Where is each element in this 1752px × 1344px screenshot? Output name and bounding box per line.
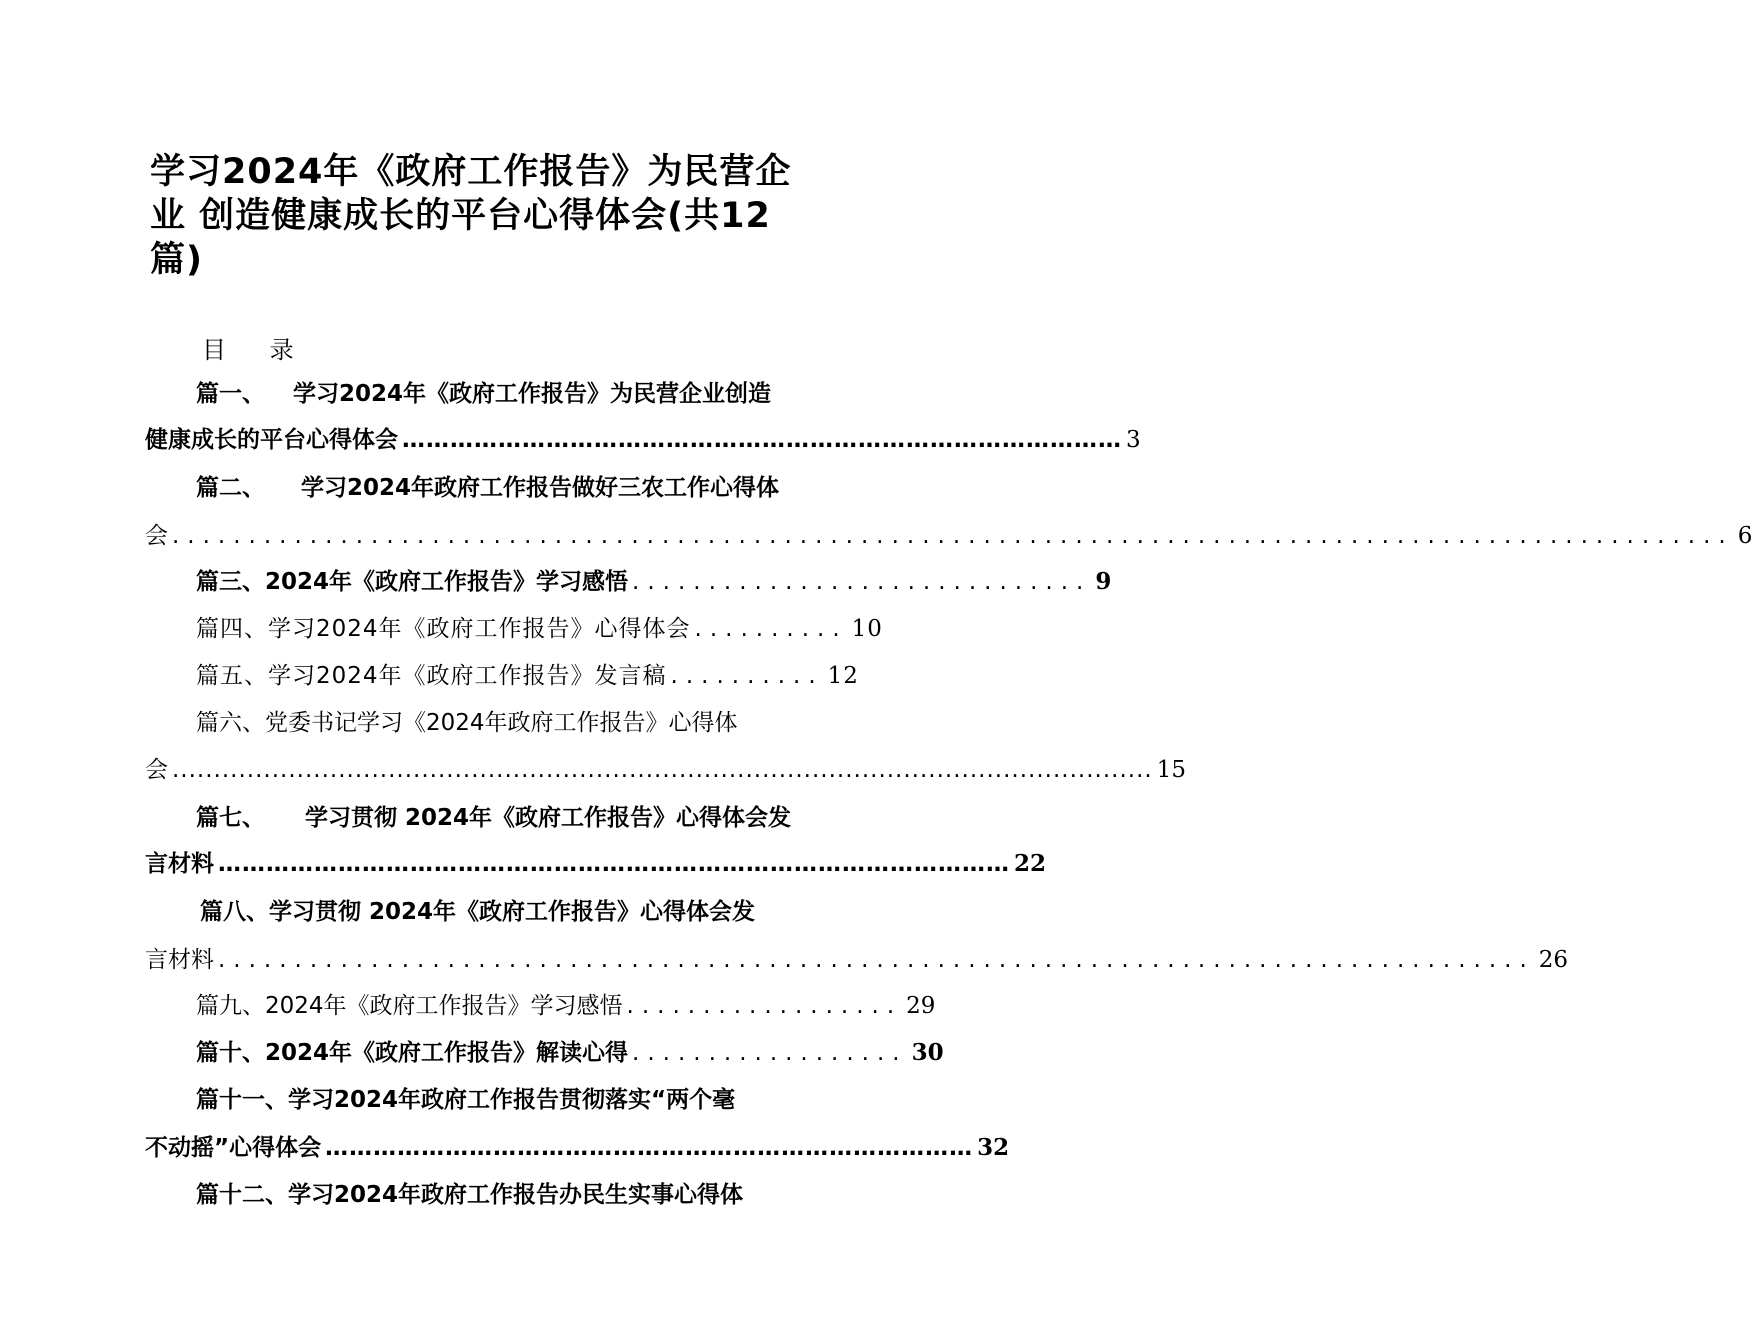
- toc-entry-text: 学习2024年政府工作报告办民生实事心得体: [288, 1182, 744, 1208]
- toc-entry-label: 篇五、: [196, 663, 268, 689]
- title-line-2: 业 创造健康成长的平台心得体会(共12: [150, 196, 771, 236]
- toc-entry-text: 不动摇”心得体会: [145, 1135, 322, 1161]
- toc-entry-3[interactable]: [196, 564, 1112, 600]
- toc-entry-6-line-2[interactable]: [145, 752, 1186, 788]
- toc-entry-text: 言材料: [145, 947, 214, 973]
- title-line-3: 篇): [150, 240, 203, 280]
- toc-page-number: 26: [1538, 947, 1569, 973]
- toc-entry-text: 学习2024年《政府工作报告》心得体会: [268, 616, 691, 642]
- toc-leader-dots: ......................................................................................................................: [172, 757, 1153, 783]
- toc-entry-10[interactable]: [196, 1035, 944, 1071]
- toc-entry-11-line-2[interactable]: [145, 1130, 1010, 1166]
- toc-entry-label: 篇三、: [196, 569, 265, 595]
- toc-entry-text: 2024年《政府工作报告》学习感悟: [265, 993, 623, 1019]
- toc-entry-label: 篇十二、: [196, 1182, 288, 1208]
- toc-entry-label: 篇六、: [196, 710, 265, 736]
- toc-entry-label: 篇七、: [196, 805, 265, 831]
- toc-entry-2-line-2[interactable]: [145, 518, 1752, 554]
- toc-entry-text: 2024年《政府工作报告》解读心得: [265, 1040, 629, 1066]
- toc-entry-2-line-1[interactable]: [196, 470, 806, 506]
- toc-entry-text: 学习2024年《政府工作报告》发言稿: [268, 663, 667, 689]
- toc-entry-label: 篇二、: [196, 475, 265, 501]
- toc-leader-dots: ..........: [694, 616, 848, 642]
- toc-entry-text: 言材料: [145, 851, 214, 877]
- toc-entry-7-line-2[interactable]: [145, 846, 1047, 882]
- toc-leader-dots: ..................: [632, 1040, 908, 1066]
- toc-page-number: 22: [1014, 850, 1047, 877]
- toc-leader-dots: ………………………………………………………………………………: [402, 427, 1122, 453]
- toc-entry-8-line-2[interactable]: [145, 942, 1569, 978]
- toc-page-number: 29: [906, 993, 936, 1019]
- toc-entry-text: 学习2024年政府工作报告做好三农工作心得体: [301, 475, 780, 501]
- toc-entry-12-line-1[interactable]: [196, 1177, 806, 1213]
- toc-leader-dots: ......................................................................................: [218, 947, 1535, 973]
- toc-page-number: 15: [1156, 757, 1186, 783]
- toc-entry-label: 篇四、: [196, 616, 268, 642]
- toc-entry-1-line-1[interactable]: [196, 376, 806, 412]
- toc-page-number: 6: [1737, 523, 1752, 549]
- toc-entry-8-line-1[interactable]: [200, 894, 806, 930]
- toc-entry-label: 篇十、: [196, 1040, 265, 1066]
- toc-entry-6-line-1[interactable]: [196, 705, 804, 741]
- toc-entry-label: 篇十一、: [196, 1087, 288, 1113]
- toc-entry-label: 篇九、: [196, 993, 265, 1019]
- toc-entry-text: 学习贯彻 2024年《政府工作报告》心得体会发: [305, 805, 792, 831]
- toc-leader-dots: ..........: [670, 663, 824, 689]
- title-line-1: 学习2024年《政府工作报告》为民营企: [150, 152, 792, 192]
- toc-entry-label: 篇一、: [196, 381, 265, 407]
- toc-page-number: 10: [851, 616, 883, 642]
- toc-entry-text: 2024年《政府工作报告》学习感悟: [265, 569, 629, 595]
- toc-leader-dots: ..................: [626, 993, 903, 1019]
- toc-entry-5[interactable]: [196, 658, 859, 694]
- document-title: [150, 150, 830, 282]
- toc-entry-text: 会: [145, 757, 168, 783]
- toc-leader-dots: ………………………………………………………………………: [325, 1135, 974, 1161]
- toc-page-number: 9: [1095, 568, 1112, 595]
- toc-entry-text: 学习2024年《政府工作报告》为民营企业创造: [293, 381, 772, 407]
- toc-entry-11-line-1[interactable]: [196, 1082, 806, 1118]
- toc-entry-text: 党委书记学习《2024年政府工作报告》心得体: [265, 710, 738, 736]
- toc-entry-1-line-2[interactable]: [145, 422, 1141, 458]
- toc-entry-7-line-1[interactable]: [196, 800, 806, 836]
- toc-leader-dots: ..............................: [632, 569, 1092, 595]
- toc-page-number: 3: [1126, 427, 1141, 453]
- toc-leader-dots: ………………………………………………………………………………………: [218, 851, 1010, 877]
- toc-entry-label: 篇八、: [200, 899, 269, 925]
- toc-page-number: 12: [827, 663, 859, 689]
- toc-entry-text: 健康成长的平台心得体会: [145, 427, 398, 453]
- toc-entry-4[interactable]: [196, 611, 883, 647]
- toc-entry-9[interactable]: [196, 988, 936, 1024]
- toc-entry-text: 学习贯彻 2024年《政府工作报告》心得体会发: [269, 899, 756, 925]
- toc-entry-text: 学习2024年政府工作报告贯彻落实“两个毫: [288, 1087, 736, 1113]
- toc-page-number: 30: [911, 1039, 944, 1066]
- toc-entry-text: 会: [145, 523, 168, 549]
- toc-leader-dots: ......................................................................................................: [172, 523, 1734, 549]
- toc-heading: 目 录: [202, 336, 312, 364]
- toc-page-number: 32: [977, 1134, 1010, 1161]
